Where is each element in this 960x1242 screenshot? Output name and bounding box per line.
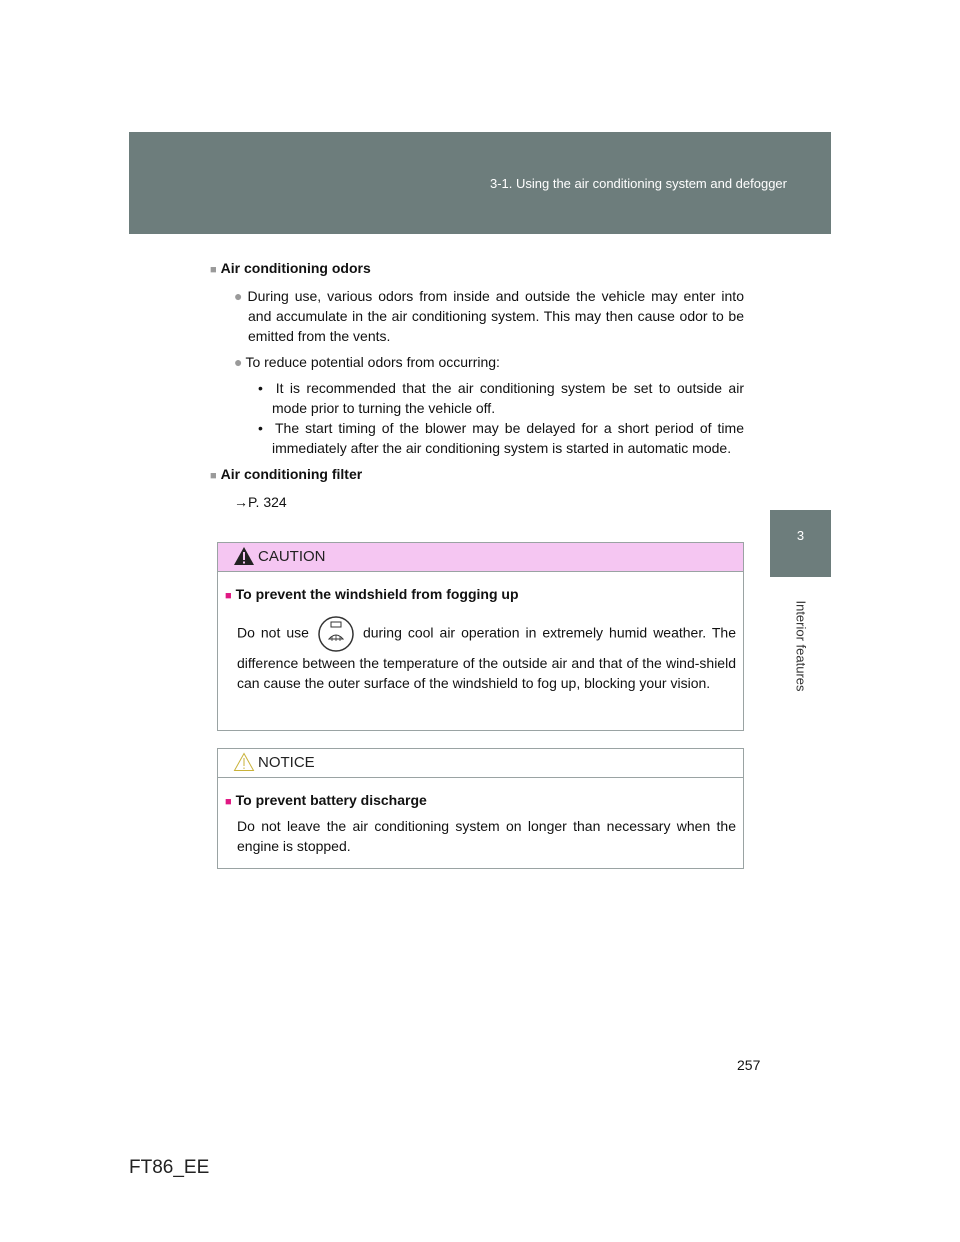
- warning-triangle-outline-icon: [233, 752, 255, 772]
- chapter-tab: [770, 510, 831, 577]
- notice-text: Do not leave the air conditioning system on longer than necessary when the engine is stopped.: [237, 818, 736, 854]
- main-content: [210, 258, 744, 512]
- square-bullet-icon: ■: [210, 470, 217, 482]
- warning-triangle-icon: [233, 546, 255, 566]
- chapter-header: [129, 132, 831, 234]
- notice-heading: ■ To prevent battery discharge: [225, 792, 427, 808]
- bullet-item: ● To reduce potential odors from occurring:: [234, 354, 500, 370]
- dot-bullet-icon: ●: [234, 288, 245, 304]
- page-reference-link[interactable]: →P. 324: [234, 494, 287, 510]
- bullet-item: ● During use, various odors from inside and outside the vehicle may enter into and accumulate in the air conditioning system. This may then cause odor to be emitted from the vents.: [234, 288, 744, 344]
- square-bullet-icon: ■: [225, 590, 232, 602]
- chapter-label-text: Interior features: [793, 600, 808, 692]
- chapter-label: [772, 586, 829, 706]
- document-id: FT86_EE: [129, 1157, 210, 1178]
- notice-title: NOTICE: [258, 754, 315, 771]
- caution-header: [218, 543, 743, 572]
- square-bullet-icon: ■: [210, 264, 217, 276]
- dot-bullet-icon: ●: [234, 354, 243, 370]
- caution-box: [217, 542, 744, 731]
- sub-bullet-item: • It is recommended that the air conditioning system be set to outside air mode prior to turning the vehicle off.: [258, 380, 744, 416]
- caution-title: CAUTION: [258, 548, 326, 565]
- caution-heading: ■ To prevent the windshield from fogging up: [225, 586, 519, 602]
- section-heading-filter: ■ Air conditioning filter: [210, 466, 363, 482]
- caution-text: Do not use during cool air operation in extremely humid weather. The difference between the temperature of the outside air and that of the wind-shield can cause the outer surface of the windshield to fog up, blocking your vision.: [225, 615, 736, 693]
- arrow-right-icon: →: [234, 494, 248, 510]
- notice-box: [217, 748, 744, 869]
- chapter-title: 3-1. Using the air conditioning system and defogger: [489, 176, 787, 191]
- small-dot-icon: •: [258, 380, 276, 396]
- windshield-defogger-button-icon: [317, 615, 355, 653]
- section-heading-odors: ■ Air conditioning odors: [210, 260, 371, 276]
- chapter-number: 3: [796, 528, 805, 543]
- sub-bullet-item: • The start timing of the blower may be delayed for a short period of time immediately after the air conditioning system is started in automatic mode.: [258, 420, 744, 456]
- square-bullet-icon: ■: [225, 796, 232, 808]
- page-number: 257: [737, 1057, 761, 1073]
- notice-header: [218, 749, 743, 778]
- small-dot-icon: •: [258, 420, 275, 436]
